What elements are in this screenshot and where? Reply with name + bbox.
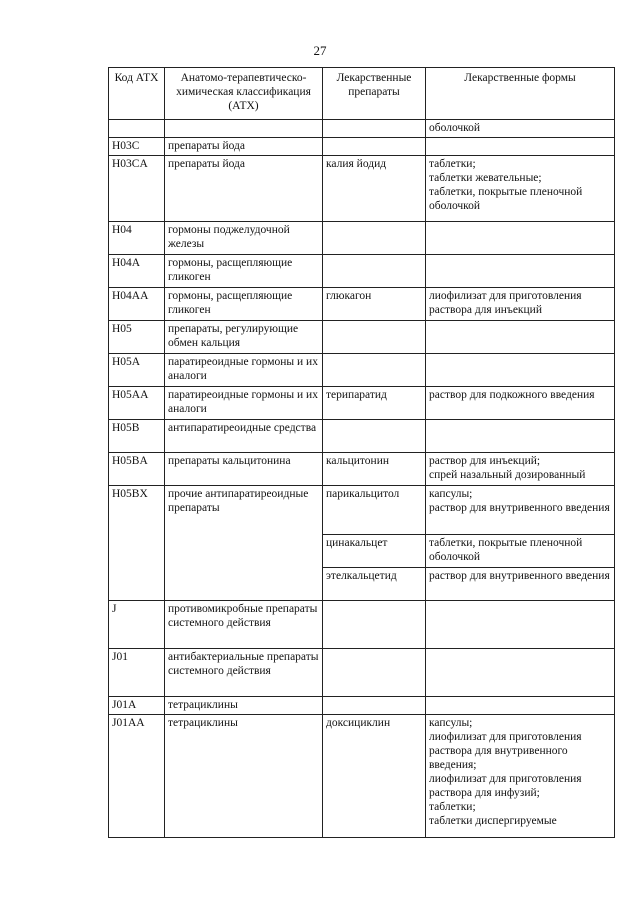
cell-drug: доксициклин (323, 715, 426, 838)
cell-drug (323, 138, 426, 156)
table-row (109, 222, 615, 255)
table-row (109, 420, 615, 453)
table-row (109, 715, 615, 838)
header-code-atx: Код АТХ (109, 68, 165, 120)
cell-classification: гормоны поджелудочной железы (165, 222, 323, 255)
cell-classification: антипаратиреоидные средства (165, 420, 323, 453)
cell-drug (323, 321, 426, 354)
cell-drug (323, 222, 426, 255)
cell-forms (426, 649, 615, 697)
cell-drug (323, 649, 426, 697)
cell-code: J01AA (109, 715, 165, 838)
cell-code: H05A (109, 354, 165, 387)
cell-classification: гормоны, расщепляющие гликоген (165, 255, 323, 288)
cell-forms (426, 321, 615, 354)
cell-forms: раствор для подкожного введения (426, 387, 615, 420)
cell-forms: раствор для внутривенного введения (426, 568, 615, 601)
cell-forms: таблетки, покрытые пленочной оболочкой (426, 535, 615, 568)
cell-code: H05BX (109, 486, 165, 601)
cell-forms: оболочкой (426, 120, 615, 138)
cell-classification: гормоны, расщепляющие гликоген (165, 288, 323, 321)
table-row (109, 138, 615, 156)
cell-drug (323, 420, 426, 453)
cell-drug: цинакальцет (323, 535, 426, 568)
cell-drug (323, 601, 426, 649)
cell-code: J01 (109, 649, 165, 697)
header-dosage-forms: Лекарственные формы (426, 68, 615, 120)
table-row (109, 354, 615, 387)
cell-forms (426, 255, 615, 288)
cell-classification: антибактериальные препараты системного действия (165, 649, 323, 697)
cell-drug: кальцитонин (323, 453, 426, 486)
cell-code: H05BA (109, 453, 165, 486)
cell-classification: противомикробные препараты системного действия (165, 601, 323, 649)
cell-classification: препараты кальцитонина (165, 453, 323, 486)
cell-classification: препараты, регулирующие обмен кальция (165, 321, 323, 354)
table-row (109, 156, 615, 222)
cell-code: H04AA (109, 288, 165, 321)
cell-forms (426, 354, 615, 387)
cell-code: H03CA (109, 156, 165, 222)
table-row (109, 453, 615, 486)
table-row (109, 387, 615, 420)
cell-classification: тетрациклины (165, 715, 323, 838)
table-row (109, 255, 615, 288)
cell-forms: лиофилизат для приготовления раствора для инъекций (426, 288, 615, 321)
cell-classification: препараты йода (165, 156, 323, 222)
cell-drug: глюкагон (323, 288, 426, 321)
cell-forms: таблетки; таблетки жевательные; таблетки, покрытые пленочной оболочкой (426, 156, 615, 222)
cell-classification: препараты йода (165, 138, 323, 156)
cell-code: H04 (109, 222, 165, 255)
cell-code: J01A (109, 697, 165, 715)
table-row (109, 288, 615, 321)
cell-forms (426, 222, 615, 255)
header-classification: Анатомо-терапевтическо-химическая классификация (АТХ) (165, 68, 323, 120)
cell-drug (323, 697, 426, 715)
cell-code (109, 120, 165, 138)
table-row (109, 321, 615, 354)
cell-drug (323, 120, 426, 138)
table-row (109, 697, 615, 715)
header-drugs: Лекарственные препараты (323, 68, 426, 120)
cell-drug (323, 255, 426, 288)
cell-code: H04A (109, 255, 165, 288)
cell-drug: парикальцитол (323, 486, 426, 535)
cell-drug (323, 354, 426, 387)
table-row (109, 601, 615, 649)
cell-classification: прочие антипаратиреоидные препараты (165, 486, 323, 601)
cell-forms: капсулы; лиофилизат для приготовления раствора для внутривенного введения; лиофилизат для приготовления раствора для инфузий; таблетки; таблетки диспергируемые (426, 715, 615, 838)
cell-forms (426, 420, 615, 453)
cell-drug: калия йодид (323, 156, 426, 222)
cell-code: H05 (109, 321, 165, 354)
cell-classification (165, 120, 323, 138)
cell-code: H03C (109, 138, 165, 156)
table-row (109, 486, 615, 535)
cell-code: J (109, 601, 165, 649)
atx-classification-table (108, 67, 615, 838)
table-row (109, 120, 615, 138)
cell-forms: капсулы; раствор для внутривенного введения (426, 486, 615, 535)
table-row (109, 649, 615, 697)
cell-classification: паратиреоидные гормоны и их аналоги (165, 354, 323, 387)
cell-forms (426, 138, 615, 156)
cell-forms (426, 697, 615, 715)
cell-classification: тетрациклины (165, 697, 323, 715)
cell-drug: этелкальцетид (323, 568, 426, 601)
cell-drug: терипаратид (323, 387, 426, 420)
cell-forms: раствор для инъекций; спрей назальный дозированный (426, 453, 615, 486)
page-number: 27 (313, 43, 327, 58)
cell-code: H05B (109, 420, 165, 453)
cell-classification: паратиреоидные гормоны и их аналоги (165, 387, 323, 420)
cell-forms (426, 601, 615, 649)
cell-code: H05AA (109, 387, 165, 420)
